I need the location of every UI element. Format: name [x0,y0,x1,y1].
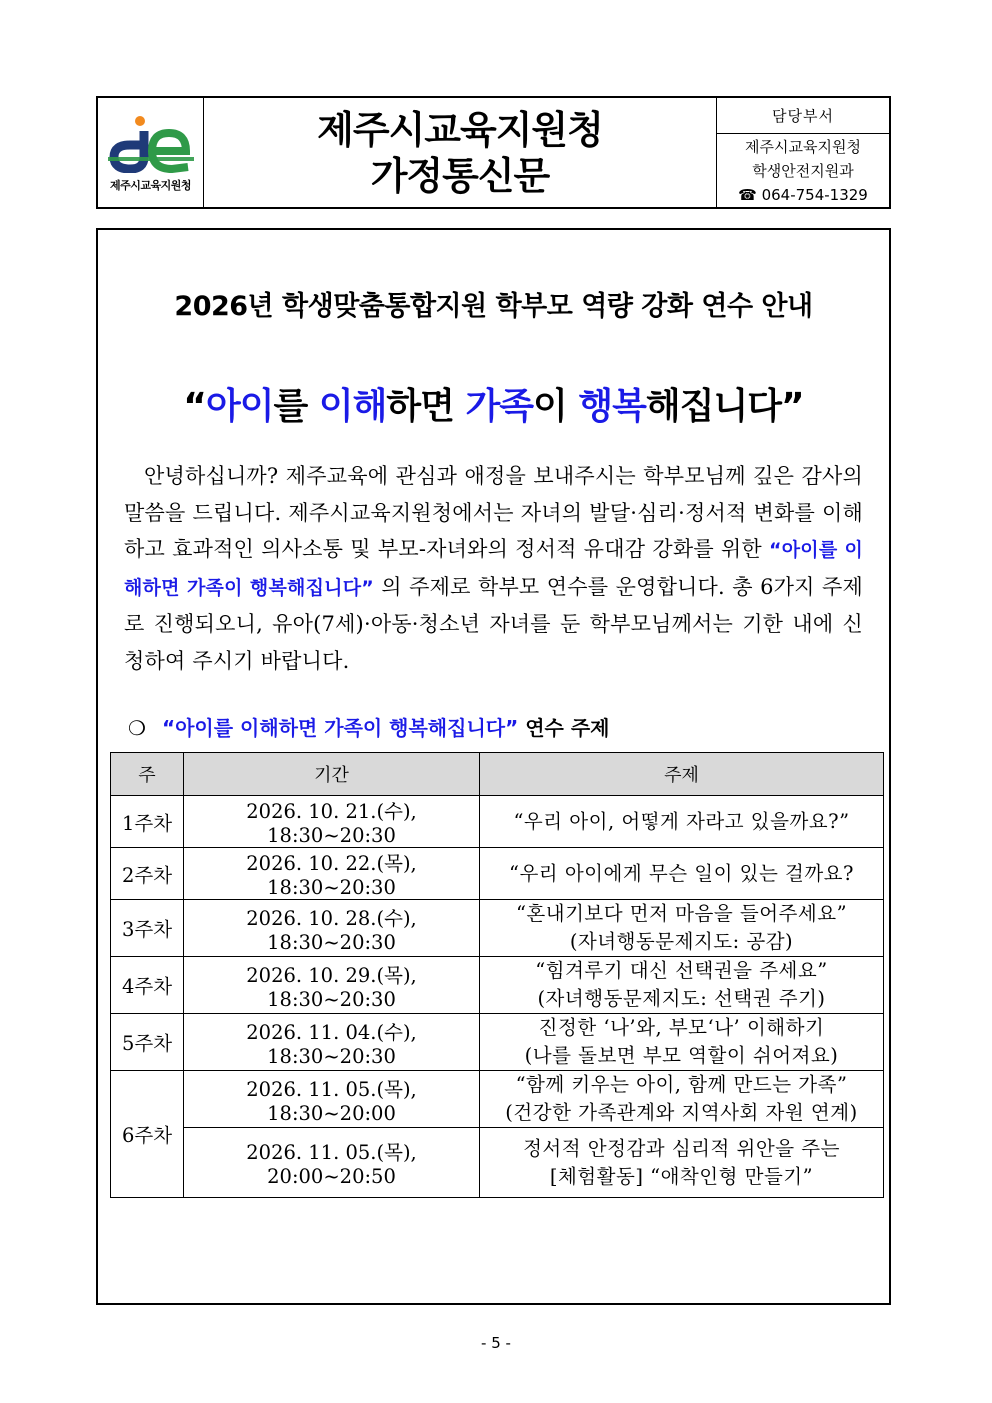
topic-cell [480,900,884,957]
topic-cell [480,796,884,848]
department-label: 담당부서 [717,98,889,134]
newsletter-header [96,96,891,209]
education-office-logo-icon [106,113,196,173]
topic-line: 진정한 ‘나’와, 부모‘나’ 이해하기 [538,1016,825,1039]
topic-cell [480,1014,884,1071]
title-line-2: 가정통신문 [370,153,550,198]
page-number: - 5 - [481,1334,511,1352]
topic-line: “우리 아이에게 무슨 일이 있는 걸까요? [509,861,854,885]
week-cell: 1주차 [111,796,184,848]
topic-cell [480,957,884,1014]
body-text-part-2: 의 주제로 학부모 연수를 운영합니다. 총 6가지 주제로 진행되오니, 유아(7세)·아동·청소년 자녀를 둔 학부모님께서는 기한 내에 신청하여 주시기 바랍니다. [124,574,863,673]
slogan-part: 아이 [205,386,274,427]
body-emphasis: “아이를 이해하면 가족이 행복해집니다” [124,539,863,599]
week-cell: 4주차 [111,957,184,1014]
body-paragraph [124,458,863,679]
table-row [111,1071,884,1128]
department-org: 제주시교육지원청 [745,137,861,156]
week-cell: 2주차 [111,848,184,900]
table-row [111,957,884,1014]
table-row [111,1014,884,1071]
table-row [111,796,884,848]
section-heading [128,712,609,741]
topic-subline: [체험활동] “애착인형 만들기” [549,1164,814,1188]
slogan-part: 하면 [386,386,466,427]
topic-cell [480,1071,884,1128]
topic-line: “함께 키우는 아이, 함께 만드는 가족” [515,1073,848,1096]
period-cell: 2026. 10. 29.(목), 18:30~20:30 [184,957,480,1014]
table-row [111,900,884,957]
content-frame [96,228,891,1305]
slogan-part: 해집니다 [645,386,782,427]
period-cell: 2026. 10. 21.(수), 18:30~20:30 [184,796,480,848]
slogan-open-quote: “ [183,386,206,427]
topic-line: 정서적 안정감과 심리적 위안을 주는 [523,1136,840,1160]
slogan-part: 이 [533,386,579,427]
period-cell: 2026. 11. 05.(목), 20:00~20:50 [184,1128,480,1198]
slogan-part: 가족 [465,386,534,427]
department-box [716,98,889,207]
period-cell: 2026. 10. 22.(목), 18:30~20:30 [184,848,480,900]
slogan-part: 이해 [318,386,387,427]
slogan-part: 행복 [578,386,646,427]
week-cell: 6주차 [111,1071,184,1198]
period-cell: 2026. 11. 04.(수), 18:30~20:30 [184,1014,480,1071]
slogan-part: 를 [273,386,319,427]
department-division: 학생안전지원과 [752,161,854,180]
logo-cell [98,98,204,207]
topic-subline: (건강한 가족관계와 지역사회 자원 연계) [505,1101,858,1124]
week-cell: 5주차 [111,1014,184,1071]
topic-subline: (자녀행동문제지도: 공감) [569,930,794,953]
period-cell: 2026. 10. 28.(수), 18:30~20:30 [184,900,480,957]
table-row [111,1128,884,1198]
section-suffix: 연수 주제 [518,716,610,740]
topic-cell [480,1128,884,1198]
slogan-close-quote: ” [781,386,804,427]
table-row [111,848,884,900]
title-line-1: 제주시교육지원청 [317,107,603,152]
topic-line: “힘겨루기 대신 선택권을 주세요” [535,959,828,982]
department-phone: ☎ 064-754-1329 [738,185,868,204]
topic-subline: (나를 돌보면 부모 역할이 쉬어져요) [524,1044,839,1067]
department-info [717,134,889,207]
schedule-table [110,752,884,1198]
body-text-part-1: 안녕하십니까? 제주교육에 관심과 애정을 보내주시는 학부모님께 깊은 감사의 말씀을 드립니다. 제주시교육지원청에서는 자녀의 발달·심리·정서적 변화를 이해하고 효과적인 의사소통 및 부모-자녀와의 정서적 유대감 강화를 위한 [124,464,863,561]
logo-caption: 제주시교육지원청 [109,178,191,192]
header-week: 주 [111,753,184,796]
section-title: “아이를 이해하면 가족이 행복해집니다” [161,716,519,740]
topic-line: “혼내기보다 먼저 마음을 들어주세요” [515,902,848,925]
newsletter-title [204,98,716,207]
header-period: 기간 [184,753,480,796]
document-title: 2026년 학생맞춤통합지원 학부모 역량 강화 연수 안내 [174,291,813,322]
week-cell: 3주차 [111,900,184,957]
header-topic: 주제 [480,753,884,796]
period-cell: 2026. 11. 05.(목), 18:30~20:00 [184,1071,480,1128]
topic-line: “우리 아이, 어떻게 자라고 있을까요?” [513,809,850,833]
topic-cell [480,848,884,900]
slogan [98,378,889,429]
bullet-circle-icon: ❍ [128,716,146,740]
table-header-row [111,753,884,796]
topic-subline: (자녀행동문제지도: 선택권 주기) [537,987,826,1010]
